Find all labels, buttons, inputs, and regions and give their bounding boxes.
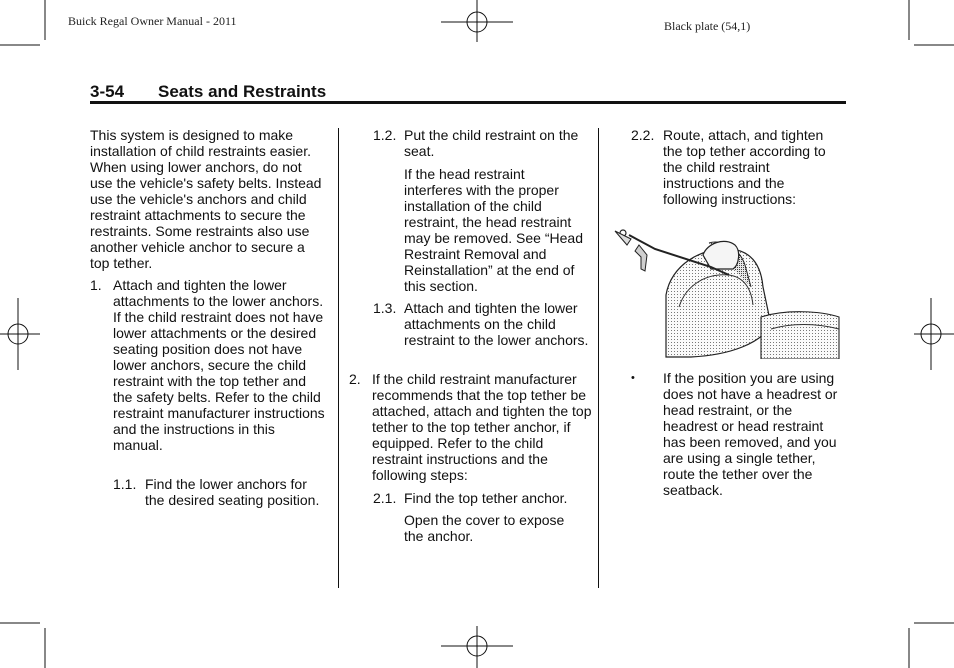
step-1: Attach and tighten the lower attachments to the lower anchors. If the child restraint does not have lower attachments or the desired seating position does not have lower anchors, secure the child restraint with the top tether and the safety belts. Refer to the child restraint manufacturer instructions and the instructions in this manual. xyxy=(113,277,325,453)
header-rule xyxy=(90,101,846,104)
intro-paragraph: This system is designed to make installation of child restraints easier. When using lower anchors, do not use the vehicle's safety belts. Instead use the vehicle's anchors and child restraint attachments to secure the restraints. Some restraints also use another vehicle anchor to secure a top tether. xyxy=(90,127,322,271)
step-1-1: Find the lower anchors for the desired seating position. xyxy=(145,476,320,508)
bullet-item: If the position you are using does not have a headrest or head restraint, or the headrest or head restraint has been removed, and you are using a single tether, route the tether over the seatback. xyxy=(663,370,838,498)
step-1-3: Attach and tighten the lower attachments on the child restraint to the lower anchors. xyxy=(404,300,589,348)
step-2: If the child restraint manufacturer recommends that the top tether be attached, attach and tighten the top tether to the top tether anchor, if equipped. Refer to the child restraint instructions and the following steps: xyxy=(372,371,592,483)
step-number: 1.3. xyxy=(373,300,397,316)
step-number: 1.1. xyxy=(113,476,137,492)
manual-title: Buick Regal Owner Manual - 2011 xyxy=(68,14,237,28)
step-2-1: Find the top tether anchor. xyxy=(404,490,568,506)
step-1-2: Put the child restraint on the seat. xyxy=(404,127,579,159)
column-divider xyxy=(598,128,599,588)
plate-label: Black plate (54,1) xyxy=(664,19,751,33)
step-number: 1. xyxy=(90,277,102,293)
step-2-1-note: Open the cover to expose the anchor. xyxy=(404,512,565,544)
column-divider xyxy=(338,128,339,588)
step-number: 2.1. xyxy=(373,490,397,506)
step-number: 2. xyxy=(349,371,361,387)
bullet-icon: • xyxy=(631,372,635,384)
step-number: 1.2. xyxy=(373,127,397,143)
step-2-2: Route, attach, and tighten the top tether according to the child restraint instructions and the following instructions: xyxy=(663,127,826,207)
step-number: 2.2. xyxy=(631,127,655,143)
section-title: Seats and Restraints xyxy=(158,82,327,101)
page-number: 3-54 xyxy=(90,82,125,101)
step-1-2-note: If the head restraint interferes with the proper installation of the child restraint, the head restraint may be removed. See “Head Restraint Removal and Reinstallation” at the end of this section. xyxy=(404,166,583,294)
seat-tether-illustration xyxy=(611,225,841,359)
